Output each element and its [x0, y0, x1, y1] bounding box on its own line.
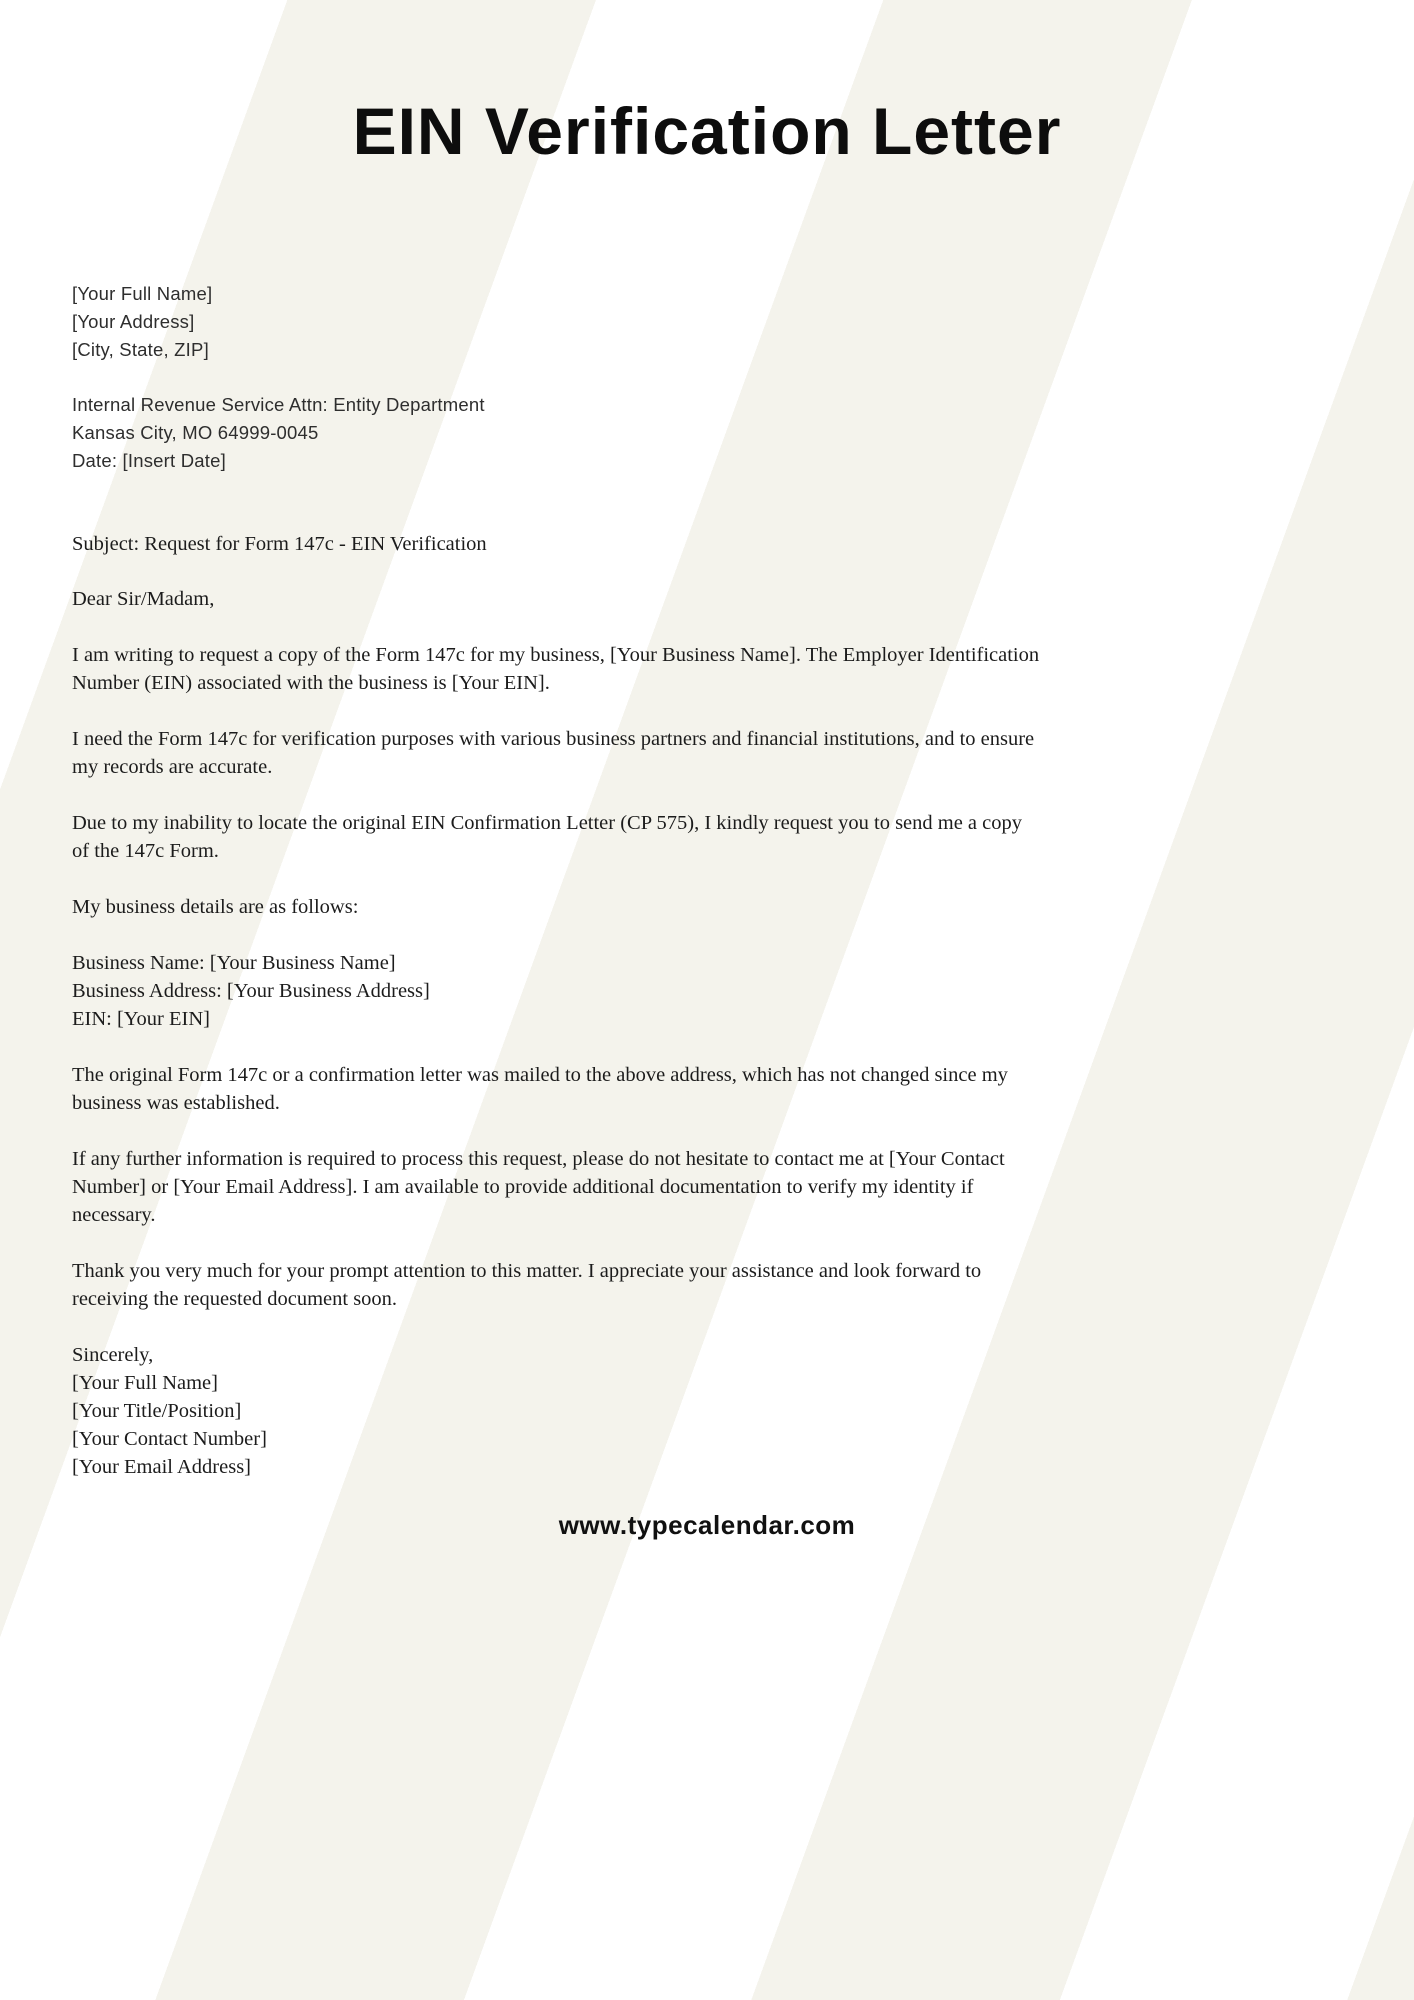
- paragraph-address-confirmation: The original Form 147c or a confirmation letter was mailed to the above address, which has not changed since my business was established.: [72, 1064, 1008, 1115]
- recipient-city-line: Kansas City, MO 64999-0045: [72, 422, 319, 444]
- subject-line: Subject: Request for Form 147c - EIN Verification: [72, 533, 487, 556]
- business-details-block: [72, 949, 1040, 1033]
- paragraph-request: I am writing to request a copy of the Form 147c for my business, [Your Business Name]. The Employer Identification Number (EIN) associated with the business is [Your EIN].: [72, 644, 1040, 695]
- recipient-address-block: [72, 391, 1414, 475]
- paragraph-reason: Due to my inability to locate the original EIN Confirmation Letter (CP 575), I kindly request you to send me a copy of the 147c Form.: [72, 812, 1023, 863]
- closing-sincerely-line: Sincerely,: [72, 1344, 154, 1367]
- closing-contact-line: [Your Contact Number]: [72, 1428, 267, 1451]
- paragraph-contact-info: If any further information is required to process this request, please do not hesitate to contact me at [Your Contact Number] or [Your Email Address]. I am available to provide additional documentation to verify my identity if necessary.: [72, 1148, 1005, 1227]
- closing-title-line: [Your Title/Position]: [72, 1400, 242, 1423]
- closing-email-line: [Your Email Address]: [72, 1456, 251, 1479]
- footer-website-url: www.typecalendar.com: [558, 1510, 856, 1540]
- paragraph-purpose: I need the Form 147c for verification purposes with various business partners and financial institutions, and to ensure my records are accurate.: [72, 728, 1035, 779]
- paragraph-thanks: Thank you very much for your prompt attention to this matter. I appreciate your assistance and look forward to receiving the requested document soon.: [72, 1260, 982, 1311]
- paragraph-details-intro: My business details are as follows:: [72, 896, 359, 919]
- sender-name-line: [Your Full Name]: [72, 283, 213, 305]
- sender-address-block: [72, 280, 1414, 364]
- letter-body: [72, 530, 1040, 1481]
- sender-city-line: [City, State, ZIP]: [72, 339, 209, 361]
- business-ein-line: EIN: [Your EIN]: [72, 1008, 210, 1031]
- business-name-line: Business Name: [Your Business Name]: [72, 952, 396, 975]
- closing-name-line: [Your Full Name]: [72, 1372, 218, 1395]
- page-title: EIN Verification Letter: [352, 94, 1062, 169]
- recipient-org-line: Internal Revenue Service Attn: Entity Department: [72, 394, 485, 416]
- letter-date-line: Date: [Insert Date]: [72, 450, 226, 472]
- sender-address-line: [Your Address]: [72, 311, 195, 333]
- closing-block: [72, 1341, 1040, 1481]
- business-address-line: Business Address: [Your Business Address]: [72, 980, 430, 1003]
- salutation: Dear Sir/Madam,: [72, 588, 215, 611]
